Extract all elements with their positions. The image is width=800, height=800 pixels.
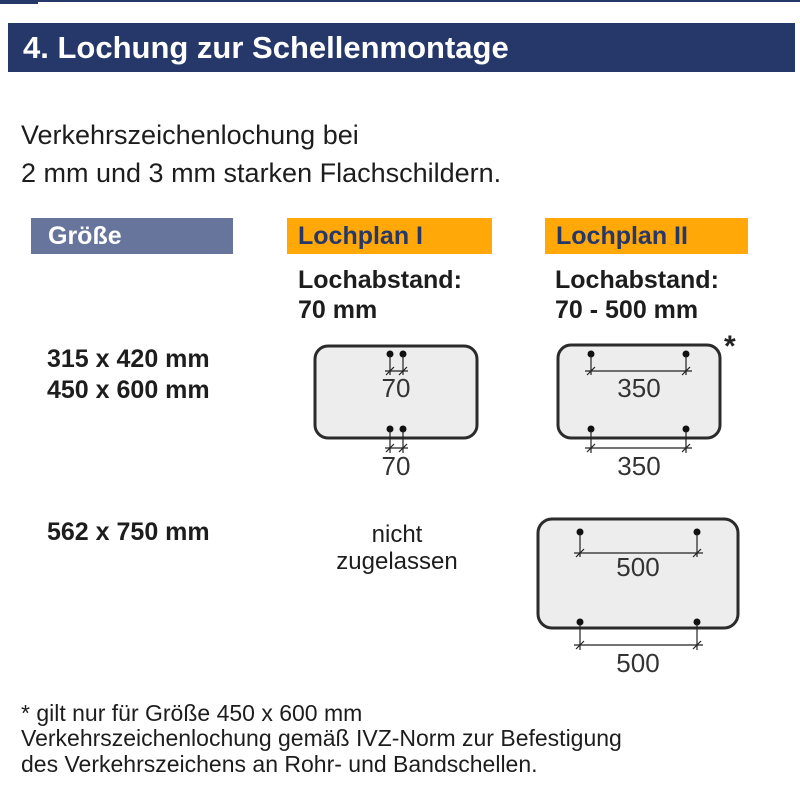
- size-row1-line1: 315 x 420 mm: [47, 345, 210, 373]
- lochplan1-subheader-line1: Lochabstand:: [298, 266, 462, 294]
- column-header-lochplan1: [287, 218, 492, 254]
- dimension-value-top: 500: [616, 552, 660, 582]
- column-header-lochplan2-label: Lochplan II: [556, 222, 688, 250]
- section-title: 4. Lochung zur Schellenmontage: [23, 30, 509, 65]
- not-permitted-line2: zugelassen: [336, 548, 458, 575]
- footnote-line1: * gilt nur für Größe 450 x 600 mm: [21, 700, 363, 726]
- lochplan2-subheader: [555, 265, 719, 325]
- scan-artifact-corner-block: [0, 0, 38, 4]
- diagram-lochplan1-row1: [296, 342, 506, 482]
- size-label-row1: [47, 344, 210, 406]
- lochplan1-subheader-line2: 70 mm: [298, 296, 378, 324]
- dimension-value-top: 70: [381, 373, 411, 403]
- footnote-line3: des Verkehrszeichens an Rohr- und Bandschellen.: [21, 750, 538, 777]
- dimension-value-bottom: 350: [617, 451, 661, 481]
- intro-line2: 2 mm und 3 mm starken Flachschildern.: [21, 158, 502, 188]
- not-permitted-line1: nicht: [371, 521, 423, 548]
- scan-artifact-top-line: [0, 0, 800, 2]
- column-header-size: [31, 218, 233, 254]
- lochplan2-subheader-line1: Lochabstand:: [555, 266, 719, 294]
- column-header-size-label: Größe: [48, 222, 122, 250]
- dimension-value-bottom: 500: [616, 648, 660, 678]
- footnote-marker: *: [724, 330, 736, 363]
- dimension-value-bottom: 70: [381, 451, 411, 481]
- lochplan2-subheader-line2: 70 - 500 mm: [555, 296, 699, 324]
- dimension-value-top: 350: [617, 373, 661, 403]
- footnote-line2: Verkehrszeichenlochung gemäß IVZ-Norm zur Befestigung: [21, 725, 622, 752]
- diagram-lochplan2-row2: [528, 512, 758, 682]
- column-header-lochplan1-label: Lochplan I: [298, 222, 423, 250]
- not-permitted-note: [297, 521, 497, 575]
- footnote-text: [21, 701, 622, 777]
- size-row2-line1: 562 x 750 mm: [47, 518, 210, 546]
- column-header-lochplan2: [545, 218, 748, 254]
- lochplan1-subheader: [298, 265, 462, 325]
- size-label-row2: [47, 517, 210, 548]
- size-row1-line2: 450 x 600 mm: [47, 376, 210, 404]
- intro-text: [21, 116, 501, 192]
- intro-line1: Verkehrszeichenlochung bei: [21, 120, 359, 150]
- section-header-bar: [8, 23, 795, 72]
